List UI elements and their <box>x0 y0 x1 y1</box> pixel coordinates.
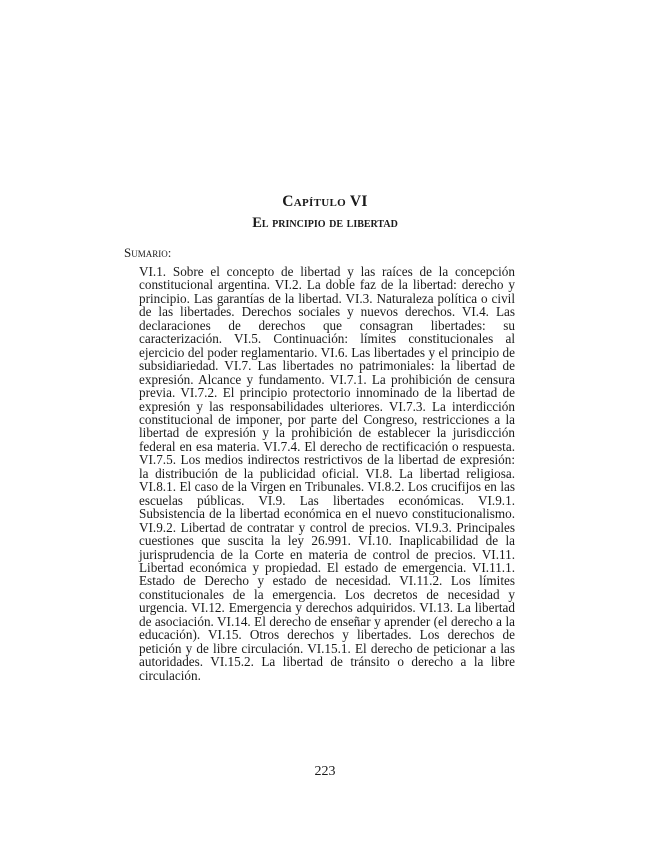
page-number: 223 <box>314 764 336 779</box>
chapter-number: Capítulo VI <box>282 193 368 210</box>
summary-body: VI.1. Sobre el concepto de libertad y las raíces de la concepción constitucional argentina. VI.2. La doble faz de la libertad: derecho y principio. Las garantías de la libertad. VI.3. Naturaleza política o civil de las libertades. Derechos sociales y nuevos derechos. VI.4. Las declaraciones de derechos que consagran libertades: su caracterización. VI.5. Continuación: límites constitucionales al ejercicio del poder reglamentario. VI.6. Las libertades y el principio de subsidiariedad. VI.7. Las libertades no patrimoniales: la libertad de expresión. Alcance y fundamento. VI.7.1. La prohibición de censura previa. VI.7.2. El principio protectorio innominado de la libertad de expresión y las responsabilidades ulteriores. VI.7.3. La interdicción constitucional de imponer, por parte del Congreso, restricciones a la libertad de expresión y la prohibición de establecer la jurisdicción federal en esa materia. VI.7.4. El derecho de rectificación o respuesta. VI.7.5. Los medios indirectos restrictivos de la libertad de expresión: la distribución de la publicidad oficial. VI.8. La libertad religiosa. VI.8.1. El caso de la Virgen en Tribunales. VI.8.2. Los crucifijos en las escuelas públicas. VI.9. Las libertades económicas. VI.9.1. Subsistencia de la libertad económica en el nuevo constitucionalismo. VI.9.2. Libertad de contratar y control de precios. VI.9.3. Principales cuestiones que suscita la ley 26.991. VI.10. Inaplicabilidad de la jurisprudencia de la Corte en materia de control de precios. VI.11. Libertad económica y propiedad. El estado de emergencia. VI.11.1. Estado de Derecho y estado de necesidad. VI.11.2. Los límites constitucionales de la emergencia. Los decretos de necesidad y urgencia. VI.12. Emergencia y derechos adquiridos. VI.13. La libertad de asociación. VI.14. El derecho de enseñar y aprender (el derecho a la educación). VI.15. Otros derechos y libertades. Los derechos de petición y de libre circulación. VI.15.1. El derecho de peticionar a las autoridades. VI.15.2. La libertad de tránsito o derecho a la libre circulación. <box>139 264 515 683</box>
summary-label: Sumario: <box>124 245 172 260</box>
chapter-title: El principio de libertad <box>252 215 398 231</box>
